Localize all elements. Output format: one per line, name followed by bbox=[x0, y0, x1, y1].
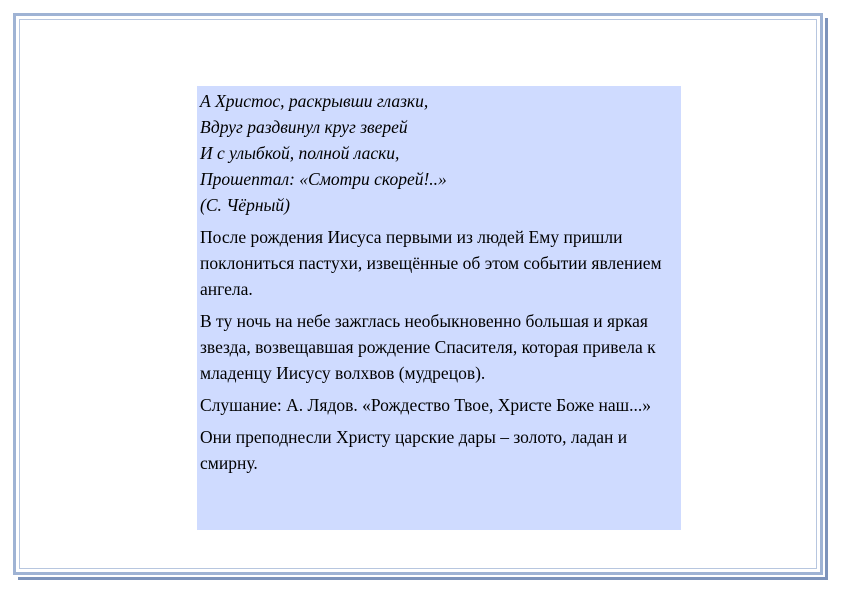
paragraph-star: В ту ночь на небе зажглась необыкновенно большая и яркая звезда, возвещавшая рождение Спасителя, которая привела к младенцу Иисусу волхвов (мудрецов). bbox=[200, 311, 656, 383]
paragraph-listening: Слушание: А. Лядов. «Рождество Твое, Христе Боже наш...» bbox=[200, 395, 651, 415]
paragraph-shepherds: После рождения Иисуса первыми из людей Ему пришли поклониться пастухи, извещённые об этом событии явлением ангела. bbox=[200, 227, 662, 299]
poem-line: И с улыбкой, полной ласки, bbox=[200, 143, 400, 163]
poem-line: Вдруг раздвинул круг зверей bbox=[200, 117, 408, 137]
paragraph-gifts: Они преподнесли Христу царские дары – золото, ладан и смирну. bbox=[200, 427, 628, 473]
poem-quote bbox=[200, 88, 678, 218]
text-box bbox=[197, 86, 681, 530]
poem-line: Прошептал: «Смотри скорей!..» bbox=[200, 169, 447, 189]
poem-attribution: (С. Чёрный) bbox=[200, 195, 290, 215]
poem-line: А Христос, раскрывши глазки, bbox=[200, 91, 429, 111]
